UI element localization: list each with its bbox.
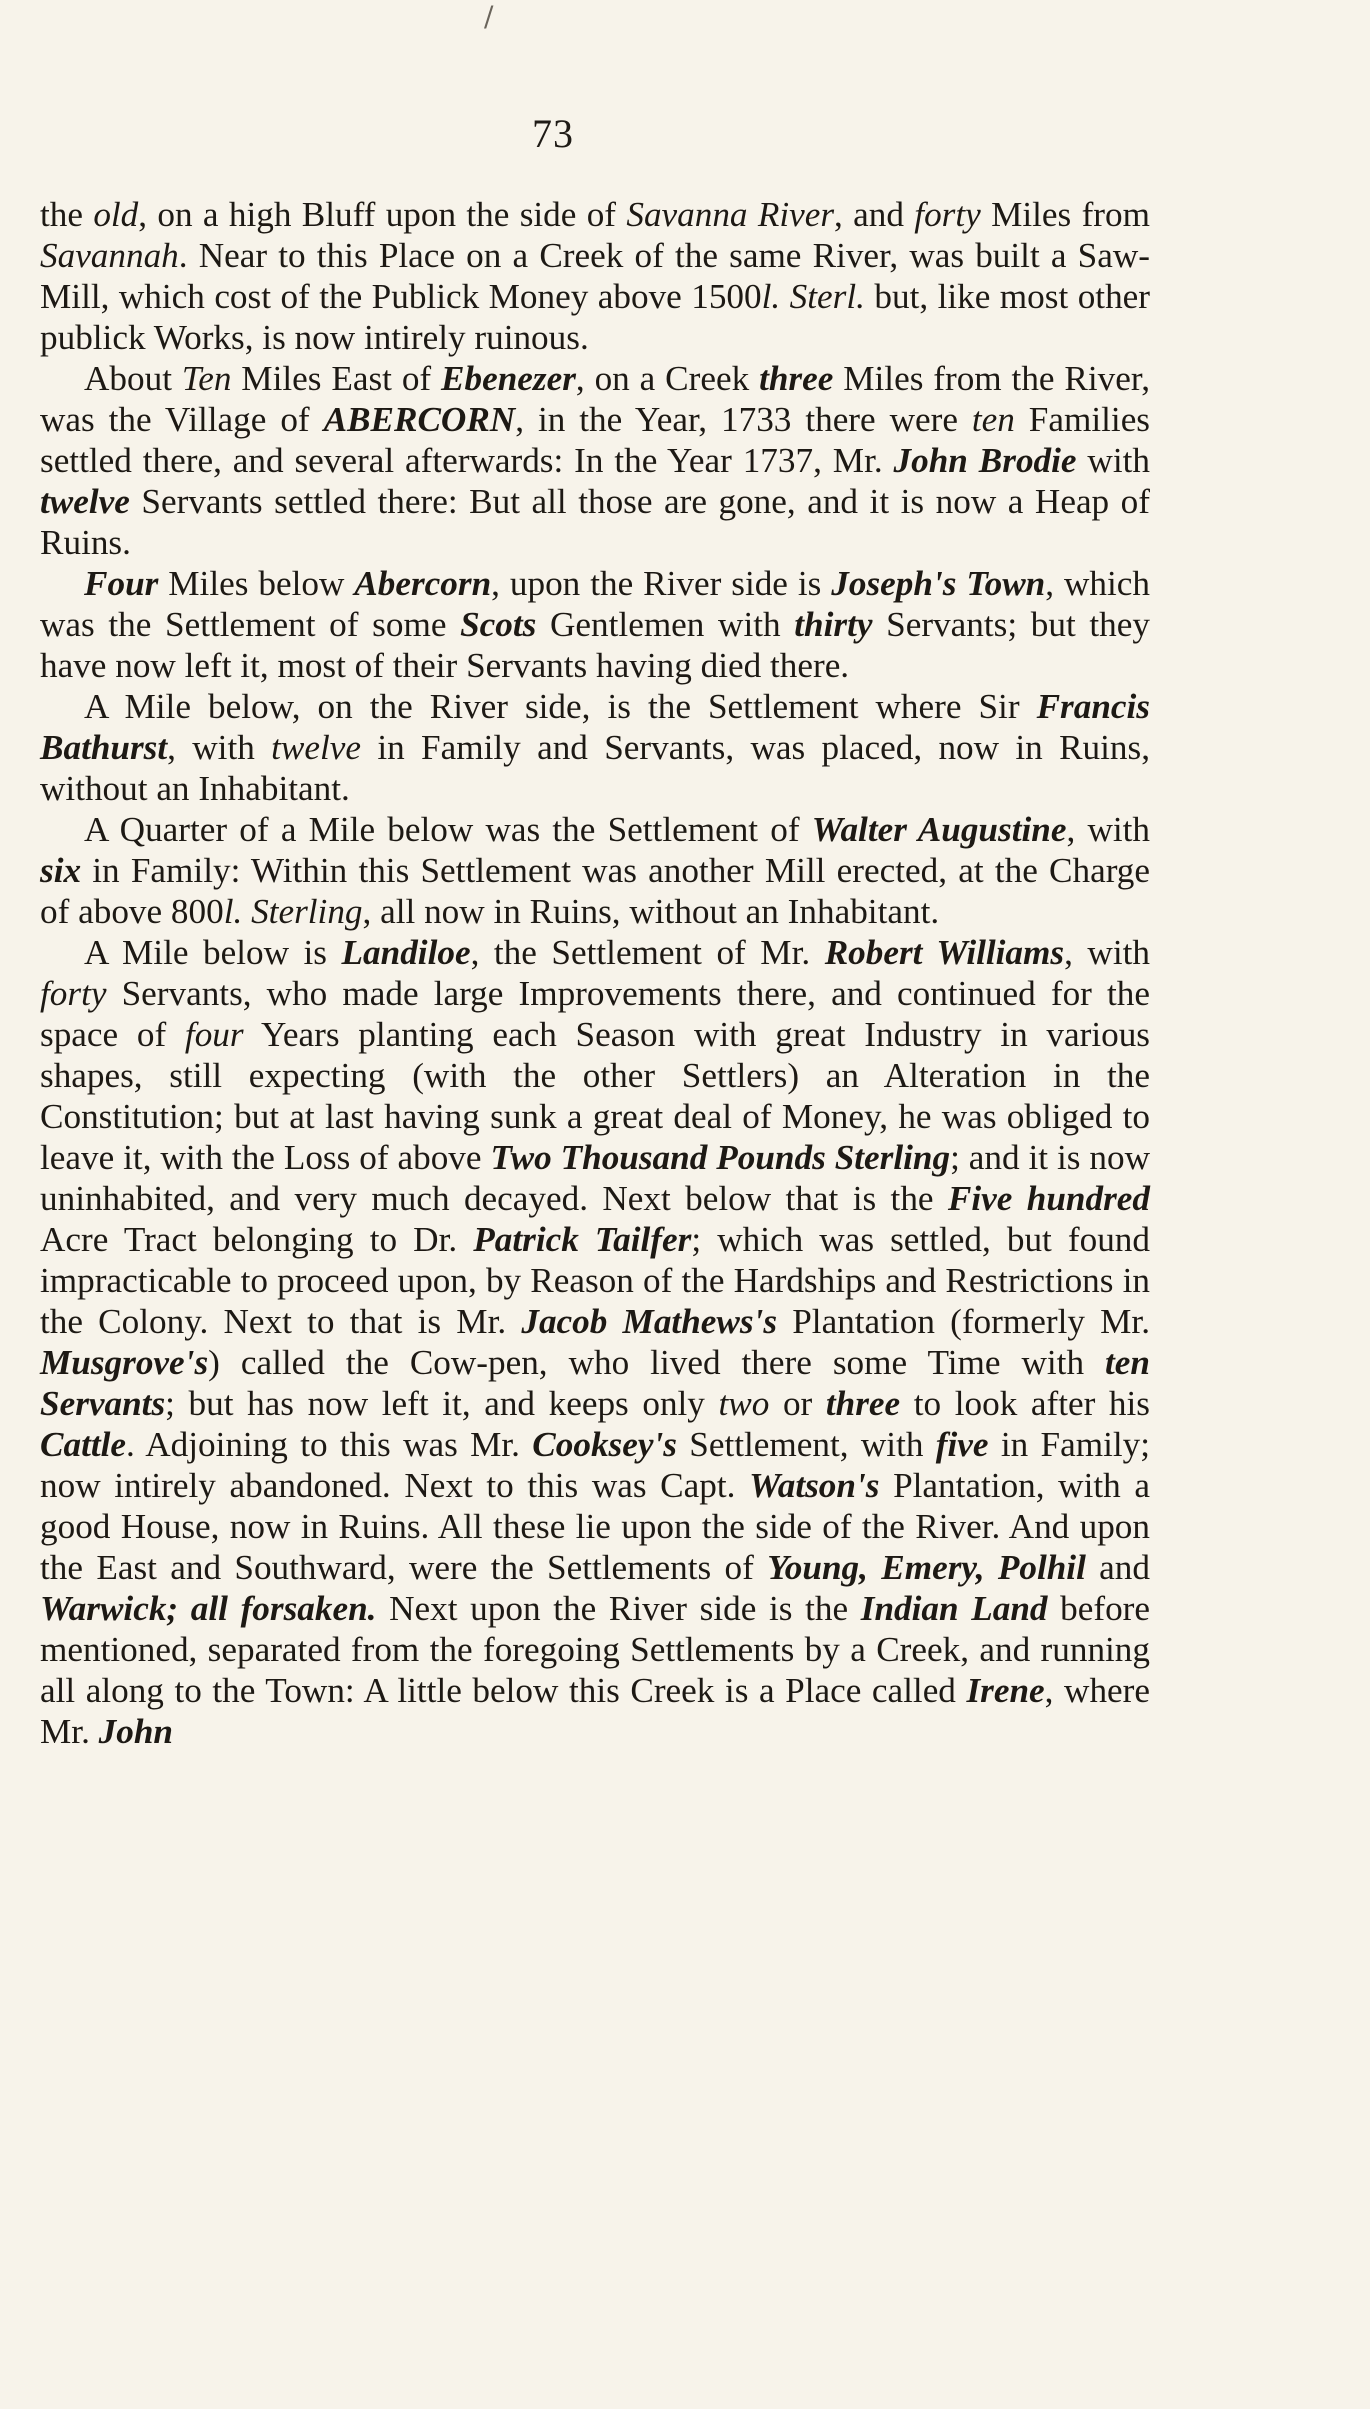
paragraph-1 xyxy=(40,194,1150,358)
paragraph-3 xyxy=(40,563,1150,686)
paragraph-4 xyxy=(40,686,1150,809)
text-run: Musgrove's xyxy=(40,1343,209,1382)
text-run: ABERCORN xyxy=(323,400,516,439)
text-run: l. Sterling xyxy=(223,892,363,931)
text-run: but, like most other publick Works, is now intirely ruinous. xyxy=(40,277,1150,357)
text-run: Irene xyxy=(966,1671,1045,1710)
text-run: two xyxy=(718,1384,770,1423)
text-run: three xyxy=(825,1384,901,1423)
text-run: forty xyxy=(914,195,981,234)
text-run: ; and it is now uninhabited, and very much decayed. Next below that is the xyxy=(40,1138,1151,1218)
page-mark: / xyxy=(484,0,494,33)
text-run: Miles East of xyxy=(231,359,442,398)
text-run: three xyxy=(759,359,834,398)
text-run: ; but has now left it, and keeps only xyxy=(165,1384,719,1423)
text-run: old xyxy=(93,195,139,234)
paragraph-5 xyxy=(40,809,1150,932)
text-run: A Mile below, on the River side, is the Settlement where Sir xyxy=(84,687,1037,726)
text-run: Ebenezer xyxy=(441,359,576,398)
text-run: , which was the Settlement of some xyxy=(40,564,1150,644)
text-run: Ten xyxy=(181,359,232,398)
text-run: , on a high Bluff upon the side of xyxy=(138,195,627,234)
text-run: ) called the Cow-pen, who lived there some Time with xyxy=(208,1343,1106,1382)
text-run: Indian Land xyxy=(860,1589,1048,1628)
text-run: Servants; but they have now left it, most of their Servants having died there. xyxy=(40,605,1150,685)
text-run: ; which was settled, but found impracticable to proceed upon, by Reason of the Hardships and Restrictions in the Colony. Next to that is Mr. xyxy=(40,1220,1150,1341)
text-run: John xyxy=(98,1712,173,1751)
text-run: thirty xyxy=(794,605,873,644)
text-run: Warwick; all forsaken. xyxy=(40,1589,377,1628)
text-run: Miles from the River, was the Village of xyxy=(40,359,1150,439)
text-run: Servants, who made large Improvements there, and continued for the space of xyxy=(40,974,1150,1054)
text-run: Jacob Mathews's xyxy=(521,1302,778,1341)
text-run: , the Settlement of Mr. xyxy=(470,933,825,972)
text-run: Cooksey's xyxy=(532,1425,677,1464)
text-run: in Family; now intirely abandoned. Next to this was Capt. xyxy=(40,1425,1150,1505)
text-run: Gentlemen with xyxy=(536,605,795,644)
text-run: Five hundred xyxy=(947,1179,1150,1218)
text-run: . Adjoining to this was Mr. xyxy=(126,1425,533,1464)
paragraph-2 xyxy=(40,358,1150,563)
text-run: Acre Tract belonging to Dr. xyxy=(40,1220,474,1259)
text-run: , with xyxy=(1064,933,1150,972)
text-run: Four xyxy=(84,564,159,603)
text-run: four xyxy=(184,1015,244,1054)
text-run: Years planting each Season with great Industry in various shapes, still expecting (with the other Settlers) an Alteration in the Constitution; but at last having sunk a great deal of Money, he was obliged to leave it, with the Loss of above xyxy=(40,1015,1150,1177)
text-run: Next upon the River side is the xyxy=(376,1589,861,1628)
text-run: forty xyxy=(40,974,107,1013)
text-run: to look after his xyxy=(900,1384,1150,1423)
body-text xyxy=(40,194,1150,1752)
text-run: Settlement, with xyxy=(676,1425,936,1464)
text-run: ten Servants xyxy=(40,1343,1150,1423)
text-run: Walter Augustine xyxy=(811,810,1067,849)
text-run: Robert Williams xyxy=(824,933,1065,972)
text-run: Cattle xyxy=(40,1425,127,1464)
text-run: Watson's xyxy=(749,1466,880,1505)
text-run: About xyxy=(84,359,182,398)
text-run: , where Mr. xyxy=(40,1671,1150,1751)
text-run: . Near to this Place on a Creek of the same River, was built a Saw-Mill, which cost of the Publick Money above 1500 xyxy=(40,236,1150,316)
text-run: the xyxy=(40,195,94,234)
text-run: Two Thousand Pounds Sterling xyxy=(490,1138,951,1177)
text-run: Landiloe xyxy=(341,933,471,972)
text-run: Young, Emery, Polhil xyxy=(767,1548,1086,1587)
text-run: and xyxy=(1085,1548,1150,1587)
text-run: A Quarter of a Mile below was the Settlement of xyxy=(84,810,812,849)
text-run: , with xyxy=(167,728,272,767)
text-run: before mentioned, separated from the foregoing Settlements by a Creek, and running all along to the Town: A little below this Creek is a Place called xyxy=(40,1589,1150,1710)
text-run: John Brodie xyxy=(893,441,1077,480)
text-run: l. Sterl. xyxy=(761,277,865,316)
text-run: ten xyxy=(971,400,1015,439)
text-run: , and xyxy=(834,195,915,234)
text-run: twelve xyxy=(271,728,362,767)
text-run: in Family and Servants, was placed, now in Ruins, without an Inhabitant. xyxy=(40,728,1150,808)
text-run: with xyxy=(1076,441,1150,480)
text-run: A Mile below is xyxy=(84,933,342,972)
text-run: five xyxy=(935,1425,989,1464)
text-run: Plantation (formerly Mr. xyxy=(777,1302,1150,1341)
text-run: , in the Year, 1733 there were xyxy=(515,400,972,439)
text-run: Plantation, with a good House, now in Ruins. All these lie upon the side of the River. And upon the East and Southward, were the Settlements of xyxy=(40,1466,1150,1587)
text-run: , with xyxy=(1066,810,1151,849)
text-run: Patrick Tailfer xyxy=(473,1220,692,1259)
page-number: 73 xyxy=(532,111,574,156)
text-run: Savannah xyxy=(40,236,179,275)
text-run: twelve xyxy=(40,482,130,521)
text-run: Joseph's Town xyxy=(831,564,1046,603)
text-run: or xyxy=(769,1384,826,1423)
text-run: , upon the River side is xyxy=(491,564,832,603)
text-run: in Family: Within this Settlement was another Mill erected, at the Charge of above 800 xyxy=(40,851,1150,931)
text-run: six xyxy=(40,851,82,890)
text-run: , on a Creek xyxy=(575,359,760,398)
text-run: , all now in Ruins, without an Inhabitant. xyxy=(362,892,940,931)
text-run: Savanna River xyxy=(626,195,835,234)
text-run: Francis Bathurst xyxy=(40,687,1150,767)
text-run: Scots xyxy=(460,605,537,644)
text-run: Families settled there, and several afterwards: In the Year 1737, Mr. xyxy=(40,400,1151,480)
text-run: Miles from xyxy=(980,195,1150,234)
text-run: Servants settled there: But all those are gone, and it is now a Heap of Ruins. xyxy=(40,482,1150,562)
text-run: Miles below xyxy=(158,564,355,603)
text-run: Abercorn xyxy=(354,564,492,603)
paragraph-6 xyxy=(40,932,1150,1752)
